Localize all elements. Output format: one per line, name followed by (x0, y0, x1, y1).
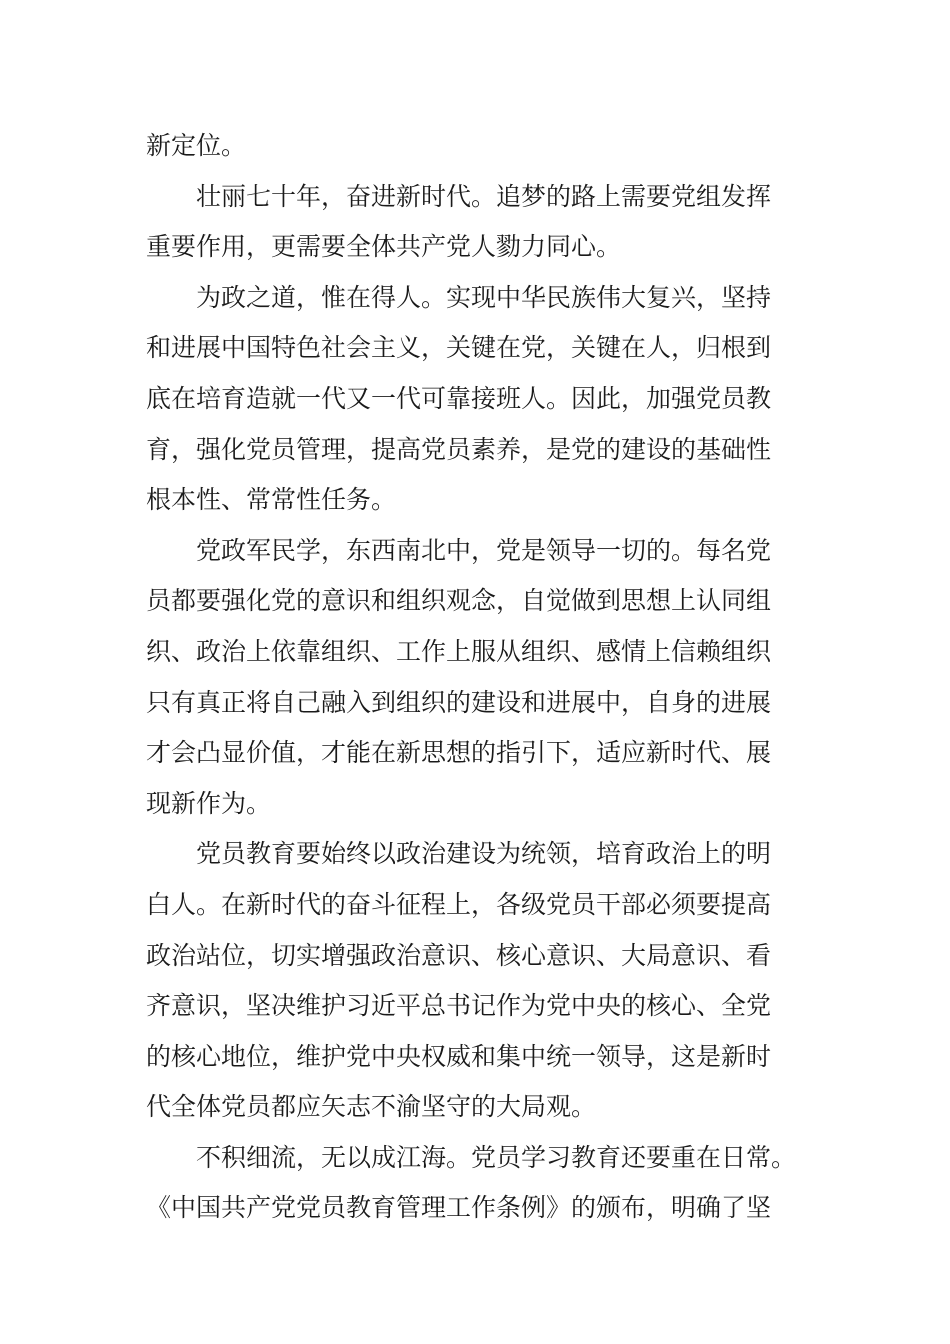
text-line: 党员教育要始终以政治建设为统领，培育政治上的明 (196, 839, 772, 869)
text-line: 底在培育造就一代又一代可靠接班人。因此，加强党员教 (146, 383, 772, 413)
text-line: 才会凸显价值，才能在新思想的指引下，适应新时代、展 (146, 738, 772, 768)
text-line: 代全体党员都应矢志不渝坚守的大局观。 (146, 1092, 597, 1122)
text-line: 白人。在新时代的奋斗征程上，各级党员干部必须要提高 (146, 889, 772, 919)
text-line: 壮丽七十年，奋进新时代。追梦的路上需要党组发挥 (196, 181, 772, 211)
text-line: 不积细流，无以成江海。党员学习教育还要重在日常。 (196, 1142, 797, 1172)
text-line: 政治站位，切实增强政治意识、核心意识、大局意识、看 (146, 940, 772, 970)
text-line: 党政军民学，东西南北中，党是领导一切的。每名党 (196, 535, 772, 565)
text-line: 为政之道，惟在得人。实现中华民族伟大复兴，坚持 (196, 282, 772, 312)
text-line: 重要作用，更需要全体共产党人勠力同心。 (146, 232, 622, 262)
text-line: 的核心地位，维护党中央权威和集中统一领导，这是新时 (146, 1041, 772, 1071)
text-line: 只有真正将自己融入到组织的建设和进展中，自身的进展 (146, 687, 772, 717)
text-line: 《中国共产党党员教育管理工作条例》的颁布，明确了坚 (146, 1193, 772, 1223)
text-line: 现新作为。 (146, 788, 272, 818)
text-line: 和进展中国特色社会主义，关键在党，关键在人，归根到 (146, 333, 772, 363)
text-line: 新定位。 (146, 131, 247, 160)
text-line: 织、政治上依靠组织、工作上服从组织、感情上信赖组织 (146, 636, 772, 666)
body-text (146, 121, 846, 1234)
text-line: 齐意识，坚决维护习近平总书记作为党中央的核心、全党 (146, 991, 772, 1021)
text-line: 根本性、常常性任务。 (146, 485, 397, 515)
text-line: 员都要强化党的意识和组织观念，自觉做到思想上认同组 (146, 586, 772, 616)
text-line: 育，强化党员管理，提高党员素养，是党的建设的基础性 (146, 434, 772, 464)
